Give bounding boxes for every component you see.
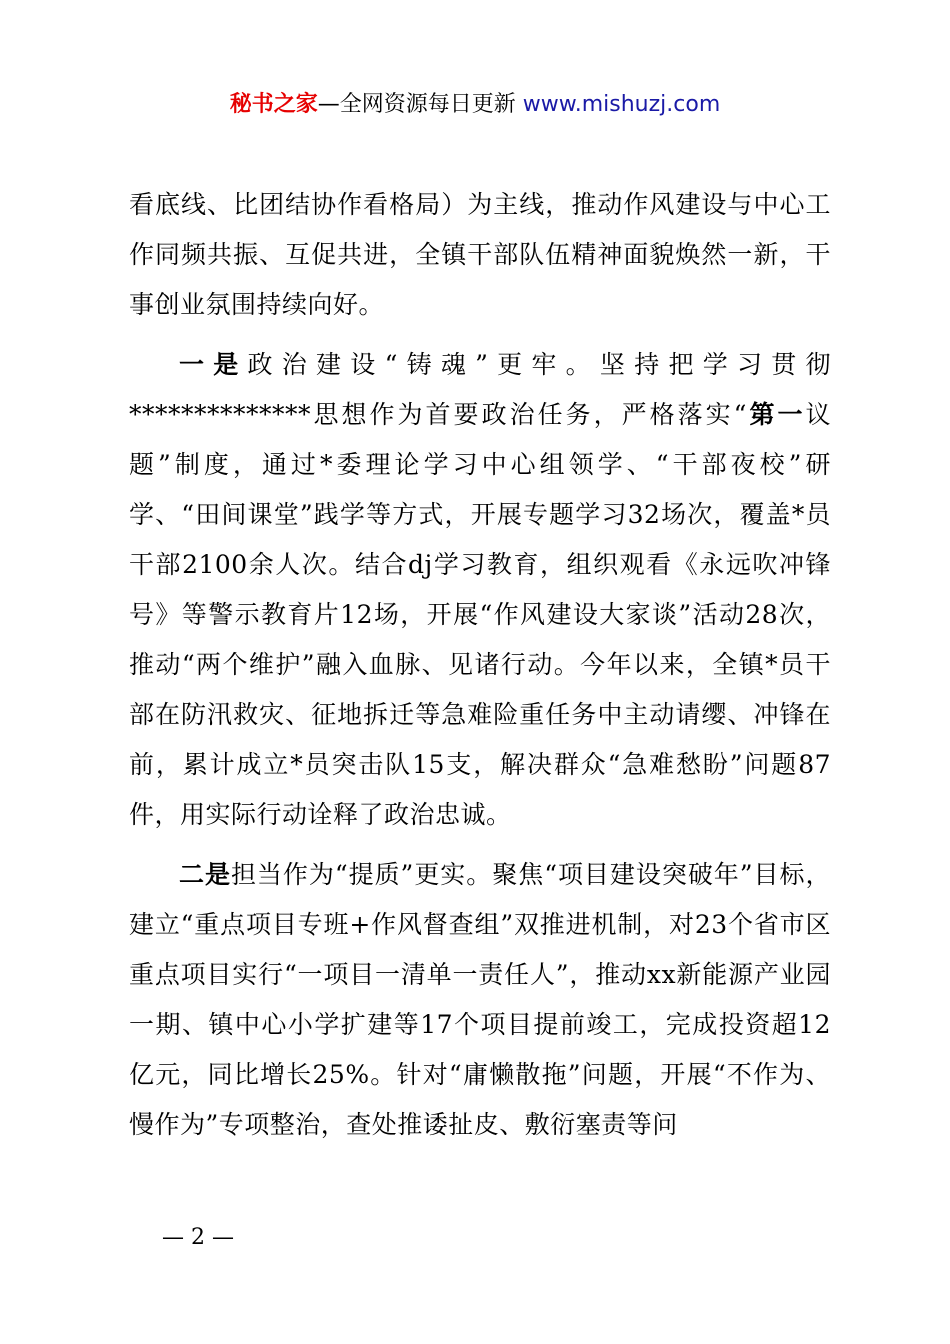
paragraph-text: 看底线、比团结协作看格局）为主线，推动作风建设与中心工作同频共振、互促共进，全镇干部队伍精神面貌焕然一新，干事创业氛围持续向好。	[129, 190, 831, 319]
paragraph-intro-continuation	[129, 180, 831, 330]
document-body	[129, 180, 831, 1150]
paragraph-text: 政治建设“铸魂”更牢。坚持把学习贯彻**************思想作为首要政治任务，严格落实“	[129, 350, 831, 429]
paragraph-political-construction	[129, 340, 831, 840]
paragraph-responsibility	[129, 850, 831, 1150]
paragraph-lead: 二是	[179, 860, 231, 889]
brand-name: 秘书之家	[229, 92, 318, 117]
page-number: — 2 —	[162, 1225, 234, 1250]
paragraph-lead: 一是	[179, 350, 248, 379]
site-header	[0, 88, 950, 122]
paragraph-text: 议题”制度，通过*委理论学习中心组领学、“干部夜校”研学、“田间课堂”践学等方式，开展专题学习32场次，覆盖*员干部2100余人次。结合dj学习教育，组织观看《永远吹冲锋号》等警示教育片12场，开展“作风建设大家谈”活动28次，推动“两个维护”融入血脉、见诸行动。今年以来，全镇*员干部在防汛救灾、征地拆迁等急难险重任务中主动请缨、冲锋在前，累计成立*员突击队15支，解决群众“急难愁盼”问题87件，用实际行动诠释了政治忠诚。	[129, 400, 831, 829]
header-slogan: —全网资源每日更新	[317, 92, 516, 117]
site-url-link[interactable]: www.mishuzj.com	[522, 92, 721, 117]
paragraph-emphasis: 第一	[746, 400, 806, 429]
paragraph-text: 担当作为“提质”更实。聚焦“项目建设突破年”目标，建立“重点项目专班+作风督查组”双推进机制，对23个省市区重点项目实行“一项目一清单一责任人”，推动xx新能源产业园一期、镇中心小学扩建等17个项目提前竣工，完成投资超12亿元，同比增长25%。针对“庸懒散拖”问题，开展“不作为、慢作为”专项整治，查处推诿扯皮、敷衍塞责等问	[129, 860, 831, 1139]
